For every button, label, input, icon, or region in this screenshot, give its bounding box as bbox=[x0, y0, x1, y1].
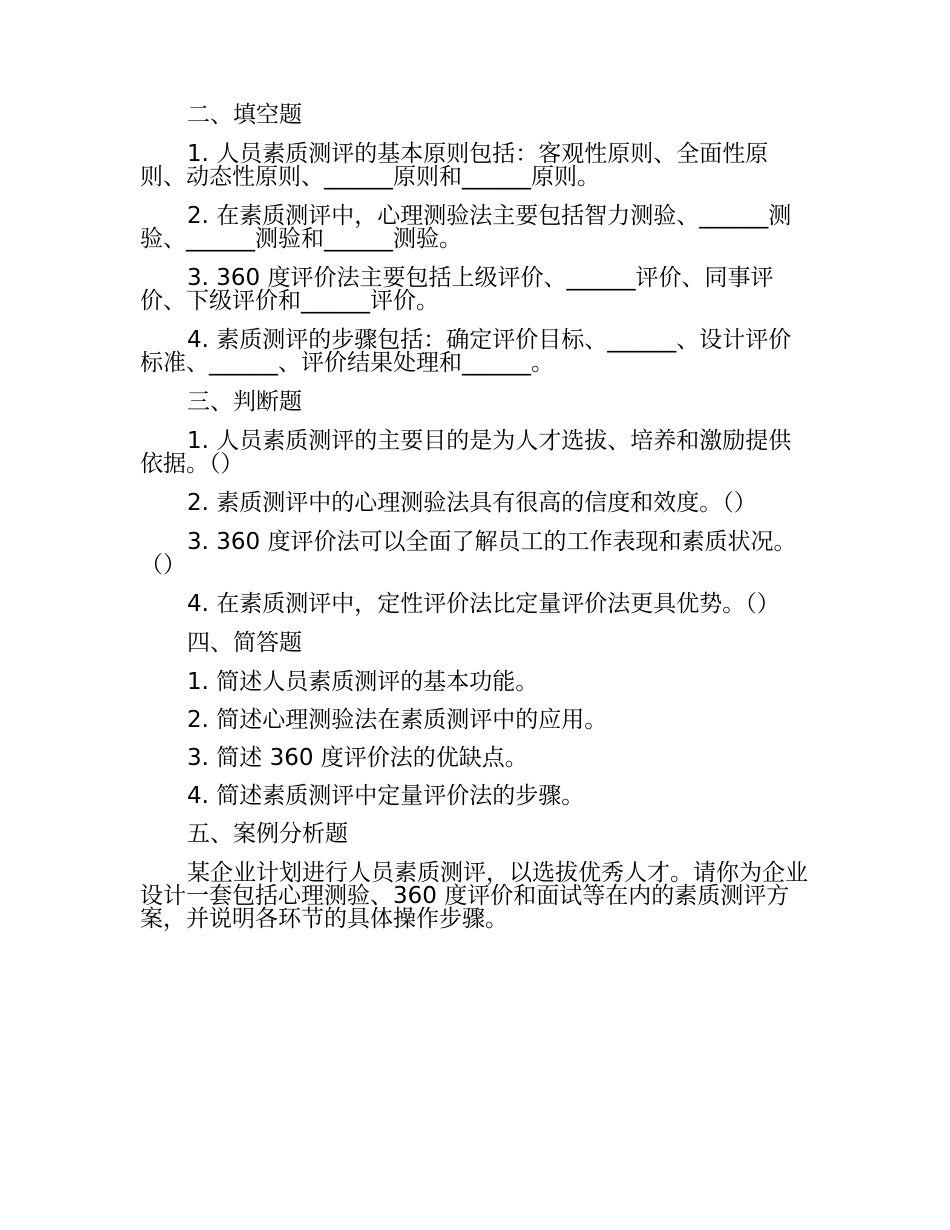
short-answer-question-2: 2. 简述心理测验法在素质测评中的应用。 bbox=[187, 707, 608, 733]
short-answer-question-4: 4. 简述素质测评中定量评价法的步骤。 bbox=[187, 783, 585, 809]
document-body bbox=[140, 104, 812, 931]
true-false-question-4: 4. 在素质测评中，定性评价法比定量评价法更具优势。（） bbox=[187, 591, 780, 617]
fill-in-question-1: 1. 人员素质测评的基本原则包括：客观性原则、全面性原则、动态性原则、______原则和______原则。 bbox=[140, 141, 769, 190]
fill-in-question-4: 4. 素质测评的步骤包括：确定评价目标、______、设计评价标准、______、评价结果处理和______。 bbox=[140, 327, 792, 376]
fill-in-question-3: 3. 360 度评价法主要包括上级评价、______评价、同事评价、下级评价和______评价。 bbox=[140, 265, 774, 314]
case-analysis-text: 某企业计划进行人员素质测评，以选拔优秀人才。请你为企业设计一套包括心理测验、360 度评价和面试等在内的素质测评方案，并说明各环节的具体操作步骤。 bbox=[140, 860, 808, 932]
true-false-question-1: 1. 人员素质测评的主要目的是为人才选拔、培养和激励提供依据。（） bbox=[140, 428, 792, 477]
true-false-question-2: 2. 素质测评中的心理测验法具有很高的信度和效度。（） bbox=[187, 490, 757, 516]
short-answer-question-1: 1. 简述人员素质测评的基本功能。 bbox=[187, 669, 539, 695]
fill-in-question-2: 2. 在素质测评中，心理测验法主要包括智力测验、______测验、______测验和______测验。 bbox=[140, 203, 792, 252]
section-heading-true-false: 三、判断题 bbox=[187, 389, 302, 415]
section-heading-short-answer: 四、简答题 bbox=[187, 630, 302, 656]
section-heading-case-analysis: 五、案例分析题 bbox=[187, 821, 348, 847]
section-heading-fill-in: 二、填空题 bbox=[187, 102, 302, 128]
short-answer-question-3: 3. 简述 360 度评价法的优缺点。 bbox=[187, 745, 528, 771]
true-false-question-3: 3. 360 度评价法可以全面了解员工的工作表现和素质状况。（） bbox=[140, 529, 797, 578]
